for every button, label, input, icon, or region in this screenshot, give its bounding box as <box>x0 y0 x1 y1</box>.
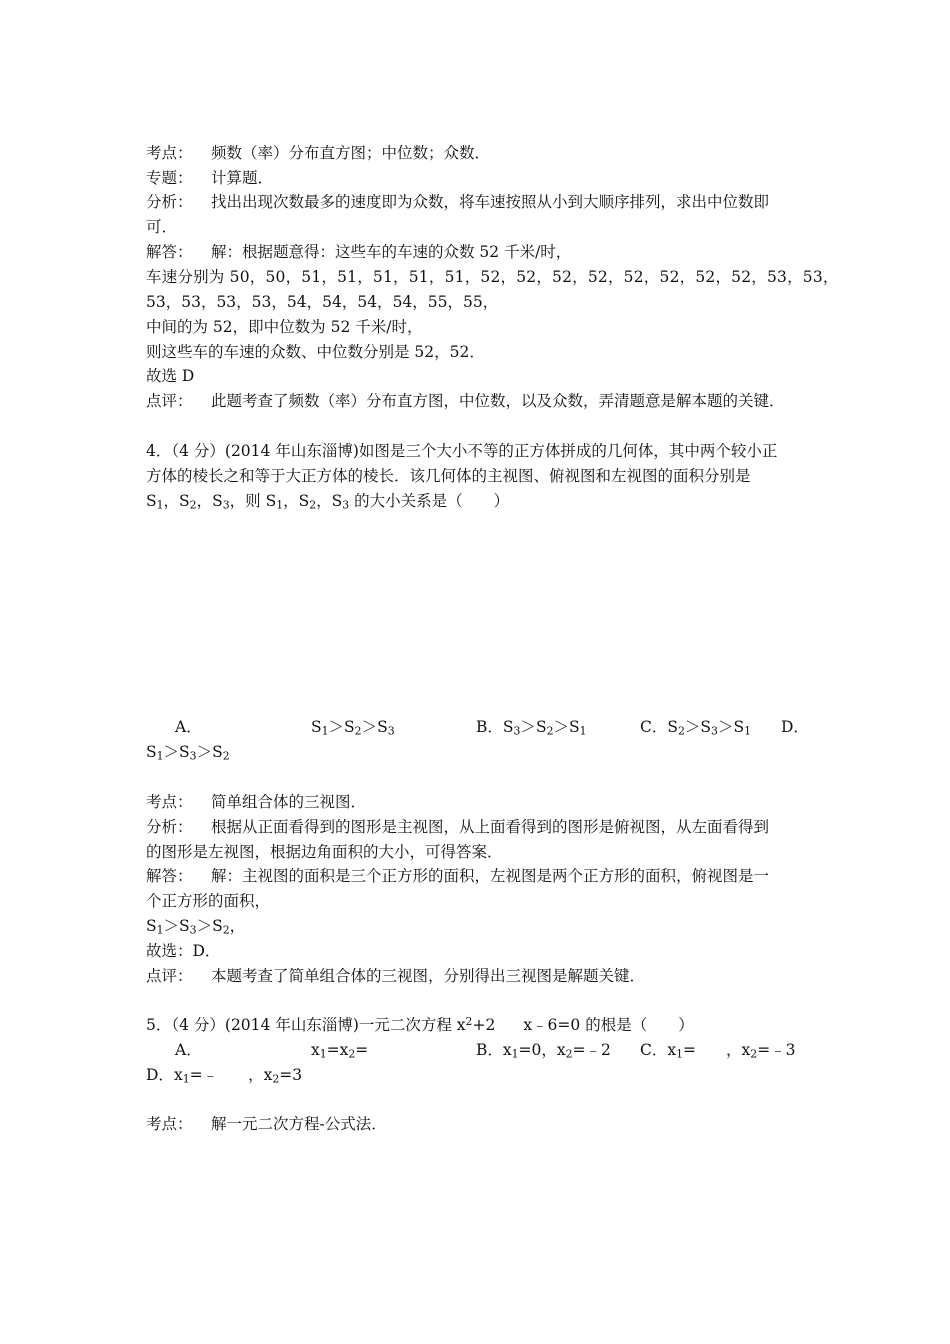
q5-option-d: D．$x_1=﹣$ ，$x_2=3$ <box>146 1066 303 1086</box>
q3-fenxi-text-1: 找出出现次数最多的速度即为众数，将车速按照从小到大顺序排列，求出中位数即 <box>211 193 770 211</box>
q4-option-d-label: D． <box>781 718 809 736</box>
q3-speeds-line-1: 车速分别为 50，50，51，51，51，51，51，52，52，52，52，52，52，52，52，53，53， <box>146 268 839 286</box>
q3-choice-line: 故选 D <box>146 367 195 385</box>
q5-option-a-text: $x_1=x_2=$ <box>311 1041 369 1061</box>
q3-speeds-line-2: 53，53，53，53，54，54，54，54，55，55， <box>146 293 499 311</box>
q5-option-a-label: A． <box>175 1041 202 1059</box>
q3-fenxi-label: 分析： <box>146 193 193 211</box>
q5-kaodian-text: 解一元二次方程-公式法． <box>211 1115 387 1133</box>
q4-dianping-text: 本题考查了简单组合体的三视图，分别得出三视图是解题关键． <box>211 967 646 985</box>
q3-dianping-text: 此题考查了频数（率）分布直方图，中位数，以及众数，弄清题意是解本题的关键． <box>211 392 785 410</box>
q3-dianping-label: 点评： <box>146 392 193 410</box>
q3-jieda-text: 解：根据题意得：这些车的车速的众数 52 千米/时， <box>211 243 572 261</box>
q4-stem-line-2: 方体的棱长之和等于大正方体的棱长．该几何体的主视图、俯视图和左视图的面积分别是 <box>146 467 751 485</box>
q4-jieda-label: 解答： <box>146 867 193 885</box>
q4-kaodian-text: 简单组合体的三视图． <box>211 793 367 811</box>
q4-inequality-line: $S_1>S_3>S_2$， <box>146 917 246 937</box>
q4-stem-line-1: 4．（4 分）(2014 年山东淄博)如图是三个大小不等的正方体拼成的几何体，其中两个较小正 <box>146 442 778 460</box>
q5-option-b: B．$x_1=0$，$x_2=﹣2$ <box>476 1041 611 1061</box>
q4-choice-line: 故选：D． <box>146 942 221 960</box>
q4-fenxi-text-2: 的图形是左视图，根据边角面积的大小，可得答案． <box>146 843 503 861</box>
q3-zhuanti-label: 专题： <box>146 169 193 187</box>
q5-kaodian-label: 考点： <box>146 1115 193 1133</box>
q3-jieda-label: 解答： <box>146 243 193 261</box>
q3-result-line: 则这些车的车速的众数、中位数分别是 52，52． <box>146 343 485 361</box>
q3-median-line: 中间的为 52，即中位数为 52 千米/时， <box>146 318 423 336</box>
q4-option-a-text: $S_1>S_2>S_3$ <box>311 718 395 738</box>
q4-kaodian-label: 考点： <box>146 793 193 811</box>
q3-zhuanti-text: 计算题． <box>211 169 274 187</box>
q3-kaodian-label: 考点： <box>146 144 193 162</box>
q5-stem: 5．（4 分）(2014 年山东淄博)一元二次方程 $x^2+2$ x﹣6=0 的根是（ ） <box>146 1015 694 1034</box>
q4-jieda-text-2: 个正方形的面积， <box>146 892 271 910</box>
q3-fenxi-text-2: 可． <box>146 218 178 236</box>
q4-option-d-text: $S_1>S_3>S_2$ <box>146 743 230 763</box>
q4-dianping-label: 点评： <box>146 967 193 985</box>
q4-fenxi-label: 分析： <box>146 818 193 836</box>
q5-option-c: C．$x_1=$ ，$x_2=﹣3$ <box>640 1041 796 1061</box>
q4-option-b: B．$S_3>S_2>S_1$ <box>476 718 587 738</box>
q4-stem-line-3: $S_1$，$S_2$，$S_3$，则 $S_1$，$S_2$，$S_3$ 的大小关系是（ ） <box>146 492 510 512</box>
q3-kaodian-text: 频数（率）分布直方图；中位数；众数． <box>211 144 491 162</box>
q4-fenxi-text-1: 根据从正面看得到的图形是主视图，从上面看得到的图形是俯视图，从左面看得到 <box>211 818 770 836</box>
q4-option-c: C．$S_2>S_3>S_1$ <box>640 718 751 738</box>
q4-jieda-text-1: 解：主视图的面积是三个正方形的面积，左视图是两个正方形的面积，俯视图是一 <box>211 867 770 885</box>
q4-option-a-label: A． <box>175 718 202 736</box>
